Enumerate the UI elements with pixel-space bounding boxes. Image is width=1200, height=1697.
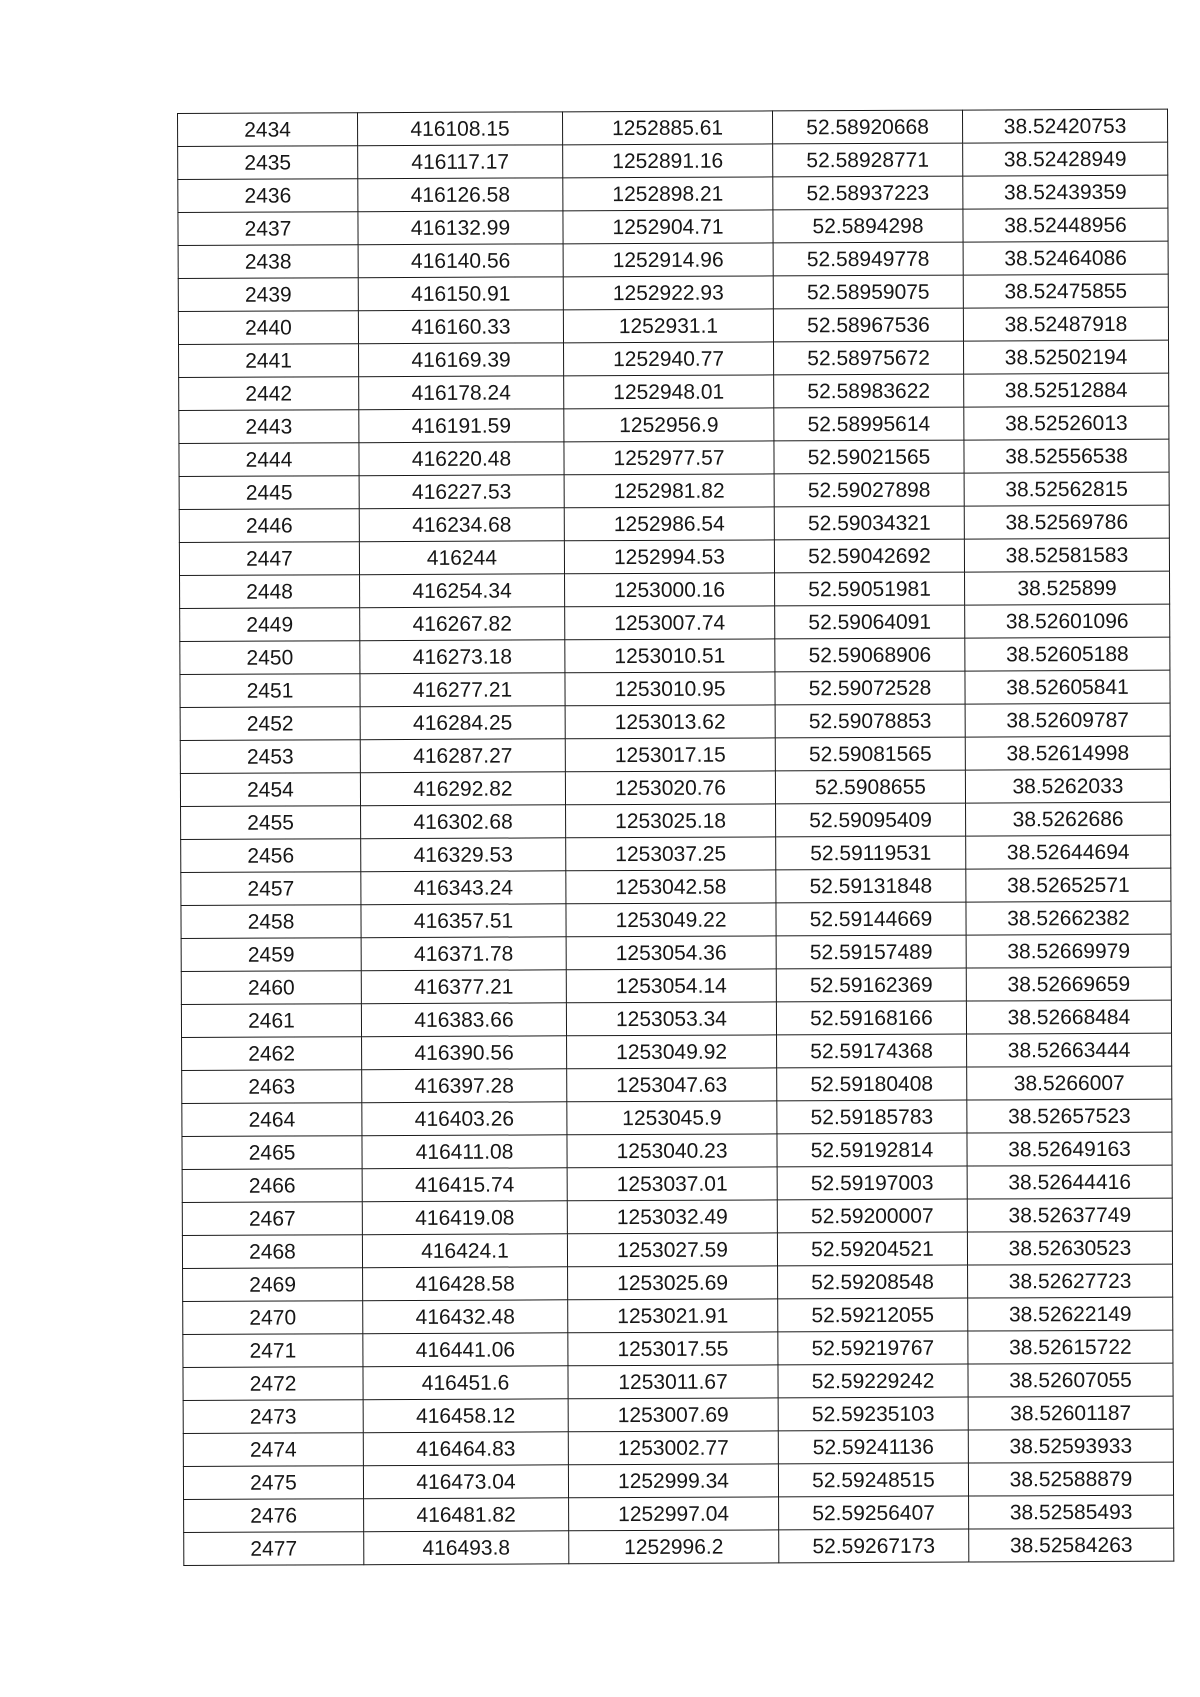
point-number-cell: 2449 xyxy=(180,608,360,642)
longitude-cell: 38.52439359 xyxy=(963,175,1168,209)
x-coordinate-cell: 416357.51 xyxy=(361,904,566,938)
latitude-cell: 52.59204521 xyxy=(777,1232,967,1266)
y-coordinate-cell: 1252922.93 xyxy=(563,276,773,310)
longitude-cell: 38.52487918 xyxy=(963,307,1168,341)
point-number-cell: 2471 xyxy=(183,1334,363,1368)
table-row xyxy=(181,802,1171,839)
point-number-cell: 2451 xyxy=(180,674,360,708)
longitude-cell: 38.52601187 xyxy=(968,1396,1173,1430)
longitude-cell: 38.52502194 xyxy=(964,340,1169,374)
y-coordinate-cell: 1252948.01 xyxy=(564,375,774,409)
point-number-cell: 2475 xyxy=(183,1466,363,1500)
x-coordinate-cell: 416428.58 xyxy=(363,1267,568,1301)
coordinate-table-body xyxy=(178,109,1174,1565)
x-coordinate-cell: 416267.82 xyxy=(360,607,565,641)
x-coordinate-cell: 416371.78 xyxy=(361,937,566,971)
point-number-cell: 2459 xyxy=(181,938,361,972)
point-number-cell: 2457 xyxy=(181,872,361,906)
latitude-cell: 52.59256407 xyxy=(779,1496,969,1530)
latitude-cell: 52.59064091 xyxy=(775,605,965,639)
y-coordinate-cell: 1252986.54 xyxy=(564,507,774,541)
point-number-cell: 2472 xyxy=(183,1367,363,1401)
table-row xyxy=(181,835,1171,872)
y-coordinate-cell: 1252997.04 xyxy=(569,1497,779,1531)
y-coordinate-cell: 1253054.14 xyxy=(566,969,776,1003)
longitude-cell: 38.5262686 xyxy=(966,802,1171,836)
x-coordinate-cell: 416132.99 xyxy=(358,211,563,245)
x-coordinate-cell: 416273.18 xyxy=(360,640,565,674)
y-coordinate-cell: 1252999.34 xyxy=(568,1464,778,1498)
point-number-cell: 2466 xyxy=(182,1169,362,1203)
latitude-cell: 52.59081565 xyxy=(775,737,965,771)
table-row xyxy=(180,670,1170,707)
latitude-cell: 52.59192814 xyxy=(777,1133,967,1167)
y-coordinate-cell: 1253040.23 xyxy=(567,1134,777,1168)
y-coordinate-cell: 1252977.57 xyxy=(564,441,774,475)
longitude-cell: 38.525899 xyxy=(965,571,1170,605)
x-coordinate-cell: 416254.34 xyxy=(360,574,565,608)
x-coordinate-cell: 416287.27 xyxy=(360,739,565,773)
x-coordinate-cell: 416458.12 xyxy=(363,1399,568,1433)
longitude-cell: 38.52605841 xyxy=(965,670,1170,704)
longitude-cell: 38.52585493 xyxy=(969,1495,1174,1529)
x-coordinate-cell: 416403.26 xyxy=(362,1102,567,1136)
longitude-cell: 38.52662382 xyxy=(966,901,1171,935)
longitude-cell: 38.52428949 xyxy=(963,142,1168,176)
longitude-cell: 38.52420753 xyxy=(962,109,1167,143)
table-row xyxy=(179,472,1169,509)
latitude-cell: 52.59051981 xyxy=(775,572,965,606)
table-row xyxy=(179,373,1169,410)
table-row xyxy=(180,703,1170,740)
point-number-cell: 2469 xyxy=(183,1268,363,1302)
table-row xyxy=(181,868,1171,905)
latitude-cell: 52.59162369 xyxy=(776,968,966,1002)
x-coordinate-cell: 416292.82 xyxy=(360,772,565,806)
table-row xyxy=(184,1495,1174,1532)
table-row xyxy=(178,142,1168,179)
point-number-cell: 2470 xyxy=(183,1301,363,1335)
latitude-cell: 52.58959075 xyxy=(773,275,963,309)
longitude-cell: 38.5266007 xyxy=(967,1066,1172,1100)
point-number-cell: 2456 xyxy=(181,839,361,873)
table-row xyxy=(180,604,1170,641)
x-coordinate-cell: 416441.06 xyxy=(363,1333,568,1367)
x-coordinate-cell: 416227.53 xyxy=(359,475,564,509)
longitude-cell: 38.52581583 xyxy=(964,538,1169,572)
table-row xyxy=(179,340,1169,377)
table-row xyxy=(183,1330,1173,1367)
latitude-cell: 52.59267173 xyxy=(779,1529,969,1563)
y-coordinate-cell: 1252898.21 xyxy=(563,177,773,211)
y-coordinate-cell: 1252891.16 xyxy=(563,144,773,178)
x-coordinate-cell: 416302.68 xyxy=(361,805,566,839)
y-coordinate-cell: 1252914.96 xyxy=(563,243,773,277)
y-coordinate-cell: 1253049.22 xyxy=(566,903,776,937)
table-row xyxy=(182,1132,1172,1169)
y-coordinate-cell: 1253054.36 xyxy=(566,936,776,970)
table-row xyxy=(178,109,1168,146)
latitude-cell: 52.59208548 xyxy=(778,1265,968,1299)
table-row xyxy=(181,901,1171,938)
point-number-cell: 2443 xyxy=(179,410,359,444)
latitude-cell: 52.59235103 xyxy=(778,1397,968,1431)
latitude-cell: 52.59212055 xyxy=(778,1298,968,1332)
point-number-cell: 2467 xyxy=(182,1202,362,1236)
point-number-cell: 2473 xyxy=(183,1400,363,1434)
point-number-cell: 2463 xyxy=(182,1070,362,1104)
y-coordinate-cell: 1253032.49 xyxy=(567,1200,777,1234)
latitude-cell: 52.59119531 xyxy=(776,836,966,870)
longitude-cell: 38.52475855 xyxy=(963,274,1168,308)
y-coordinate-cell: 1253021.91 xyxy=(568,1299,778,1333)
y-coordinate-cell: 1253002.77 xyxy=(568,1431,778,1465)
point-number-cell: 2441 xyxy=(179,344,359,378)
point-number-cell: 2440 xyxy=(178,311,358,345)
longitude-cell: 38.52562815 xyxy=(964,472,1169,506)
longitude-cell: 38.52605188 xyxy=(965,637,1170,671)
point-number-cell: 2458 xyxy=(181,905,361,939)
x-coordinate-cell: 416277.21 xyxy=(360,673,565,707)
longitude-cell: 38.52652571 xyxy=(966,868,1171,902)
longitude-cell: 38.52622149 xyxy=(968,1297,1173,1331)
latitude-cell: 52.59197003 xyxy=(777,1166,967,1200)
latitude-cell: 52.58995614 xyxy=(774,407,964,441)
latitude-cell: 52.59072528 xyxy=(775,671,965,705)
latitude-cell: 52.59078853 xyxy=(775,704,965,738)
latitude-cell: 52.59021565 xyxy=(774,440,964,474)
longitude-cell: 38.52464086 xyxy=(963,241,1168,275)
latitude-cell: 52.59229242 xyxy=(778,1364,968,1398)
latitude-cell: 52.59219767 xyxy=(778,1331,968,1365)
table-row xyxy=(183,1396,1173,1433)
table-row xyxy=(180,769,1170,806)
table-row xyxy=(180,571,1170,608)
x-coordinate-cell: 416108.15 xyxy=(358,112,563,146)
y-coordinate-cell: 1253000.16 xyxy=(565,573,775,607)
point-number-cell: 2462 xyxy=(182,1037,362,1071)
longitude-cell: 38.52649163 xyxy=(967,1132,1172,1166)
x-coordinate-cell: 416493.8 xyxy=(364,1531,569,1565)
point-number-cell: 2446 xyxy=(179,509,359,543)
latitude-cell: 52.59180408 xyxy=(777,1067,967,1101)
table-row xyxy=(178,274,1168,311)
y-coordinate-cell: 1253017.55 xyxy=(568,1332,778,1366)
latitude-cell: 52.59185783 xyxy=(777,1100,967,1134)
point-number-cell: 2442 xyxy=(179,377,359,411)
latitude-cell: 52.59131848 xyxy=(776,869,966,903)
y-coordinate-cell: 1252940.77 xyxy=(564,342,774,376)
latitude-cell: 52.59157489 xyxy=(776,935,966,969)
y-coordinate-cell: 1253017.15 xyxy=(565,738,775,772)
y-coordinate-cell: 1253027.59 xyxy=(567,1233,777,1267)
point-number-cell: 2474 xyxy=(183,1433,363,1467)
point-number-cell: 2455 xyxy=(181,806,361,840)
y-coordinate-cell: 1253045.9 xyxy=(567,1101,777,1135)
point-number-cell: 2476 xyxy=(184,1499,364,1533)
y-coordinate-cell: 1253047.63 xyxy=(567,1068,777,1102)
longitude-cell: 38.52569786 xyxy=(964,505,1169,539)
longitude-cell: 38.52663444 xyxy=(967,1033,1172,1067)
table-row xyxy=(182,1099,1172,1136)
table-row xyxy=(180,736,1170,773)
point-number-cell: 2453 xyxy=(180,740,360,774)
table-row xyxy=(179,439,1169,476)
x-coordinate-cell: 416169.39 xyxy=(359,343,564,377)
y-coordinate-cell: 1253049.92 xyxy=(567,1035,777,1069)
y-coordinate-cell: 1252996.2 xyxy=(569,1530,779,1564)
table-row xyxy=(182,1165,1172,1202)
latitude-cell: 52.59144669 xyxy=(776,902,966,936)
longitude-cell: 38.52593933 xyxy=(968,1429,1173,1463)
x-coordinate-cell: 416473.04 xyxy=(363,1465,568,1499)
coordinate-table xyxy=(177,109,1174,1566)
longitude-cell: 38.52669979 xyxy=(966,934,1171,968)
table-row xyxy=(179,406,1169,443)
y-coordinate-cell: 1252931.1 xyxy=(563,309,773,343)
y-coordinate-cell: 1252956.9 xyxy=(564,408,774,442)
point-number-cell: 2468 xyxy=(182,1235,362,1269)
point-number-cell: 2464 xyxy=(182,1103,362,1137)
y-coordinate-cell: 1252994.53 xyxy=(564,540,774,574)
latitude-cell: 52.58920668 xyxy=(772,110,962,144)
y-coordinate-cell: 1253042.58 xyxy=(566,870,776,904)
y-coordinate-cell: 1253010.51 xyxy=(565,639,775,673)
x-coordinate-cell: 416343.24 xyxy=(361,871,566,905)
latitude-cell: 52.5894298 xyxy=(773,209,963,243)
y-coordinate-cell: 1253037.01 xyxy=(567,1167,777,1201)
longitude-cell: 38.52644416 xyxy=(967,1165,1172,1199)
point-number-cell: 2439 xyxy=(178,278,358,312)
point-number-cell: 2436 xyxy=(178,179,358,213)
table-row xyxy=(183,1462,1173,1499)
y-coordinate-cell: 1252981.82 xyxy=(564,474,774,508)
y-coordinate-cell: 1253010.95 xyxy=(565,672,775,706)
table-row xyxy=(178,307,1168,344)
latitude-cell: 52.5908655 xyxy=(775,770,965,804)
table-row xyxy=(182,1066,1172,1103)
y-coordinate-cell: 1253007.74 xyxy=(565,606,775,640)
x-coordinate-cell: 416117.17 xyxy=(358,145,563,179)
longitude-cell: 38.52609787 xyxy=(965,703,1170,737)
longitude-cell: 38.52607055 xyxy=(968,1363,1173,1397)
x-coordinate-cell: 416126.58 xyxy=(358,178,563,212)
longitude-cell: 38.52630523 xyxy=(967,1231,1172,1265)
x-coordinate-cell: 416150.91 xyxy=(358,277,563,311)
x-coordinate-cell: 416451.6 xyxy=(363,1366,568,1400)
longitude-cell: 38.52637749 xyxy=(967,1198,1172,1232)
x-coordinate-cell: 416390.56 xyxy=(362,1036,567,1070)
longitude-cell: 38.52614998 xyxy=(965,736,1170,770)
table-row xyxy=(182,1231,1172,1268)
table-row xyxy=(179,505,1169,542)
point-number-cell: 2444 xyxy=(179,443,359,477)
table-row xyxy=(178,208,1168,245)
table-row xyxy=(183,1363,1173,1400)
longitude-cell: 38.52601096 xyxy=(965,604,1170,638)
point-number-cell: 2461 xyxy=(181,1004,361,1038)
point-number-cell: 2460 xyxy=(181,971,361,1005)
latitude-cell: 52.58949778 xyxy=(773,242,963,276)
longitude-cell: 38.52526013 xyxy=(964,406,1169,440)
x-coordinate-cell: 416411.08 xyxy=(362,1135,567,1169)
longitude-cell: 38.52668484 xyxy=(966,1000,1171,1034)
latitude-cell: 52.58967536 xyxy=(773,308,963,342)
latitude-cell: 52.59042692 xyxy=(774,539,964,573)
x-coordinate-cell: 416377.21 xyxy=(361,970,566,1004)
x-coordinate-cell: 416481.82 xyxy=(364,1498,569,1532)
table-row xyxy=(181,967,1171,1004)
x-coordinate-cell: 416432.48 xyxy=(363,1300,568,1334)
x-coordinate-cell: 416424.1 xyxy=(362,1234,567,1268)
x-coordinate-cell: 416464.83 xyxy=(363,1432,568,1466)
latitude-cell: 52.59248515 xyxy=(778,1463,968,1497)
x-coordinate-cell: 416383.66 xyxy=(361,1003,566,1037)
x-coordinate-cell: 416329.53 xyxy=(361,838,566,872)
point-number-cell: 2445 xyxy=(179,476,359,510)
point-number-cell: 2448 xyxy=(180,575,360,609)
y-coordinate-cell: 1253025.69 xyxy=(568,1266,778,1300)
point-number-cell: 2452 xyxy=(180,707,360,741)
table-row xyxy=(178,175,1168,212)
x-coordinate-cell: 416284.25 xyxy=(360,706,565,740)
point-number-cell: 2437 xyxy=(178,212,358,246)
point-number-cell: 2438 xyxy=(178,245,358,279)
y-coordinate-cell: 1253011.67 xyxy=(568,1365,778,1399)
x-coordinate-cell: 416244 xyxy=(359,541,564,575)
point-number-cell: 2450 xyxy=(180,641,360,675)
longitude-cell: 38.52556538 xyxy=(964,439,1169,473)
table-row xyxy=(183,1264,1173,1301)
y-coordinate-cell: 1253013.62 xyxy=(565,705,775,739)
longitude-cell: 38.52669659 xyxy=(966,967,1171,1001)
latitude-cell: 52.58928771 xyxy=(773,143,963,177)
point-number-cell: 2465 xyxy=(182,1136,362,1170)
latitude-cell: 52.59027898 xyxy=(774,473,964,507)
point-number-cell: 2447 xyxy=(179,542,359,576)
table-row xyxy=(182,1198,1172,1235)
y-coordinate-cell: 1253025.18 xyxy=(566,804,776,838)
y-coordinate-cell: 1253020.76 xyxy=(565,771,775,805)
latitude-cell: 52.59200007 xyxy=(777,1199,967,1233)
latitude-cell: 52.59095409 xyxy=(776,803,966,837)
latitude-cell: 52.59174368 xyxy=(777,1034,967,1068)
latitude-cell: 52.58983622 xyxy=(774,374,964,408)
x-coordinate-cell: 416397.28 xyxy=(362,1069,567,1103)
table-row xyxy=(181,1000,1171,1037)
x-coordinate-cell: 416178.24 xyxy=(359,376,564,410)
longitude-cell: 38.52584263 xyxy=(969,1528,1174,1562)
table-row xyxy=(182,1033,1172,1070)
table-row xyxy=(183,1297,1173,1334)
latitude-cell: 52.59034321 xyxy=(774,506,964,540)
latitude-cell: 52.59068906 xyxy=(775,638,965,672)
latitude-cell: 52.58937223 xyxy=(773,176,963,210)
table-row xyxy=(181,934,1171,971)
longitude-cell: 38.52615722 xyxy=(968,1330,1173,1364)
table-row xyxy=(184,1528,1174,1565)
x-coordinate-cell: 416191.59 xyxy=(359,409,564,443)
latitude-cell: 52.59241136 xyxy=(778,1430,968,1464)
y-coordinate-cell: 1253037.25 xyxy=(566,837,776,871)
table-row xyxy=(183,1429,1173,1466)
table-row xyxy=(178,241,1168,278)
x-coordinate-cell: 416220.48 xyxy=(359,442,564,476)
table-row xyxy=(180,637,1170,674)
point-number-cell: 2434 xyxy=(178,113,358,147)
longitude-cell: 38.52627723 xyxy=(968,1264,1173,1298)
longitude-cell: 38.52644694 xyxy=(966,835,1171,869)
y-coordinate-cell: 1253053.34 xyxy=(566,1002,776,1036)
longitude-cell: 38.5262033 xyxy=(965,769,1170,803)
longitude-cell: 38.52512884 xyxy=(964,373,1169,407)
latitude-cell: 52.58975672 xyxy=(774,341,964,375)
document-page xyxy=(177,109,1173,1566)
table-row xyxy=(179,538,1169,575)
longitude-cell: 38.52588879 xyxy=(968,1462,1173,1496)
point-number-cell: 2477 xyxy=(184,1532,364,1566)
point-number-cell: 2435 xyxy=(178,146,358,180)
x-coordinate-cell: 416415.74 xyxy=(362,1168,567,1202)
x-coordinate-cell: 416419.08 xyxy=(362,1201,567,1235)
x-coordinate-cell: 416234.68 xyxy=(359,508,564,542)
point-number-cell: 2454 xyxy=(180,773,360,807)
longitude-cell: 38.52657523 xyxy=(967,1099,1172,1133)
longitude-cell: 38.52448956 xyxy=(963,208,1168,242)
latitude-cell: 52.59168166 xyxy=(776,1001,966,1035)
y-coordinate-cell: 1253007.69 xyxy=(568,1398,778,1432)
x-coordinate-cell: 416160.33 xyxy=(358,310,563,344)
x-coordinate-cell: 416140.56 xyxy=(358,244,563,278)
y-coordinate-cell: 1252885.61 xyxy=(562,111,772,145)
y-coordinate-cell: 1252904.71 xyxy=(563,210,773,244)
